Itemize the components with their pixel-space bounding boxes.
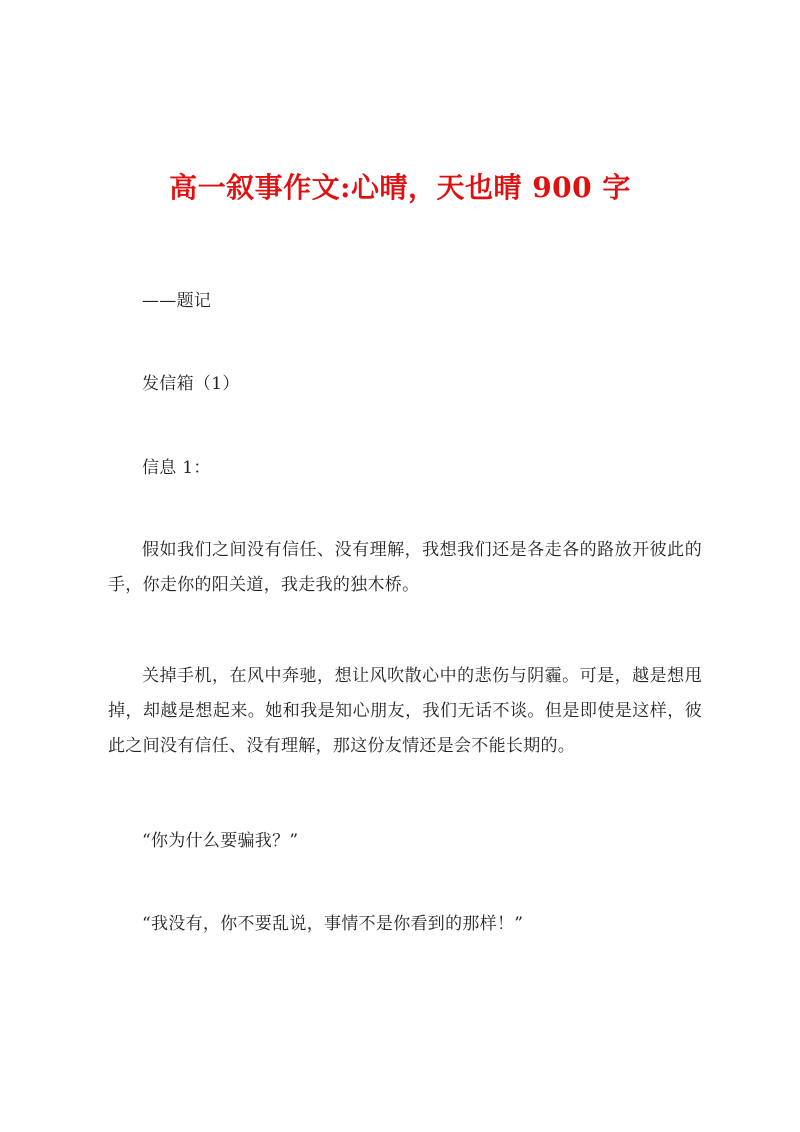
dialogue-line: “我没有，你不要乱说，事情不是你看到的那样！” <box>142 914 524 934</box>
epigraph-line: ——题记 <box>142 291 212 311</box>
message-label: 信息 1： <box>142 458 211 478</box>
body-paragraph: 假如我们之间没有信任、没有理解，我想我们还是各走各的路放开彼此的手，你走你的阳关道，我走我的独木桥。 <box>108 540 702 595</box>
document-title: 高一叙事作文:心晴，天也晴 900 字 <box>169 171 631 204</box>
body-paragraph: 关掉手机，在风中奔驰，想让风吹散心中的悲伤与阴霾。可是，越是想甩掉，却越是想起来。她和我是知心朋友，我们无话不谈。但是即使是这样，彼此之间没有信任、没有理解，那这份友情还是会不能长期的。 <box>108 666 702 756</box>
dialogue-line: “你为什么要骗我？” <box>142 831 299 851</box>
section-heading: 发信箱（1） <box>142 374 240 394</box>
